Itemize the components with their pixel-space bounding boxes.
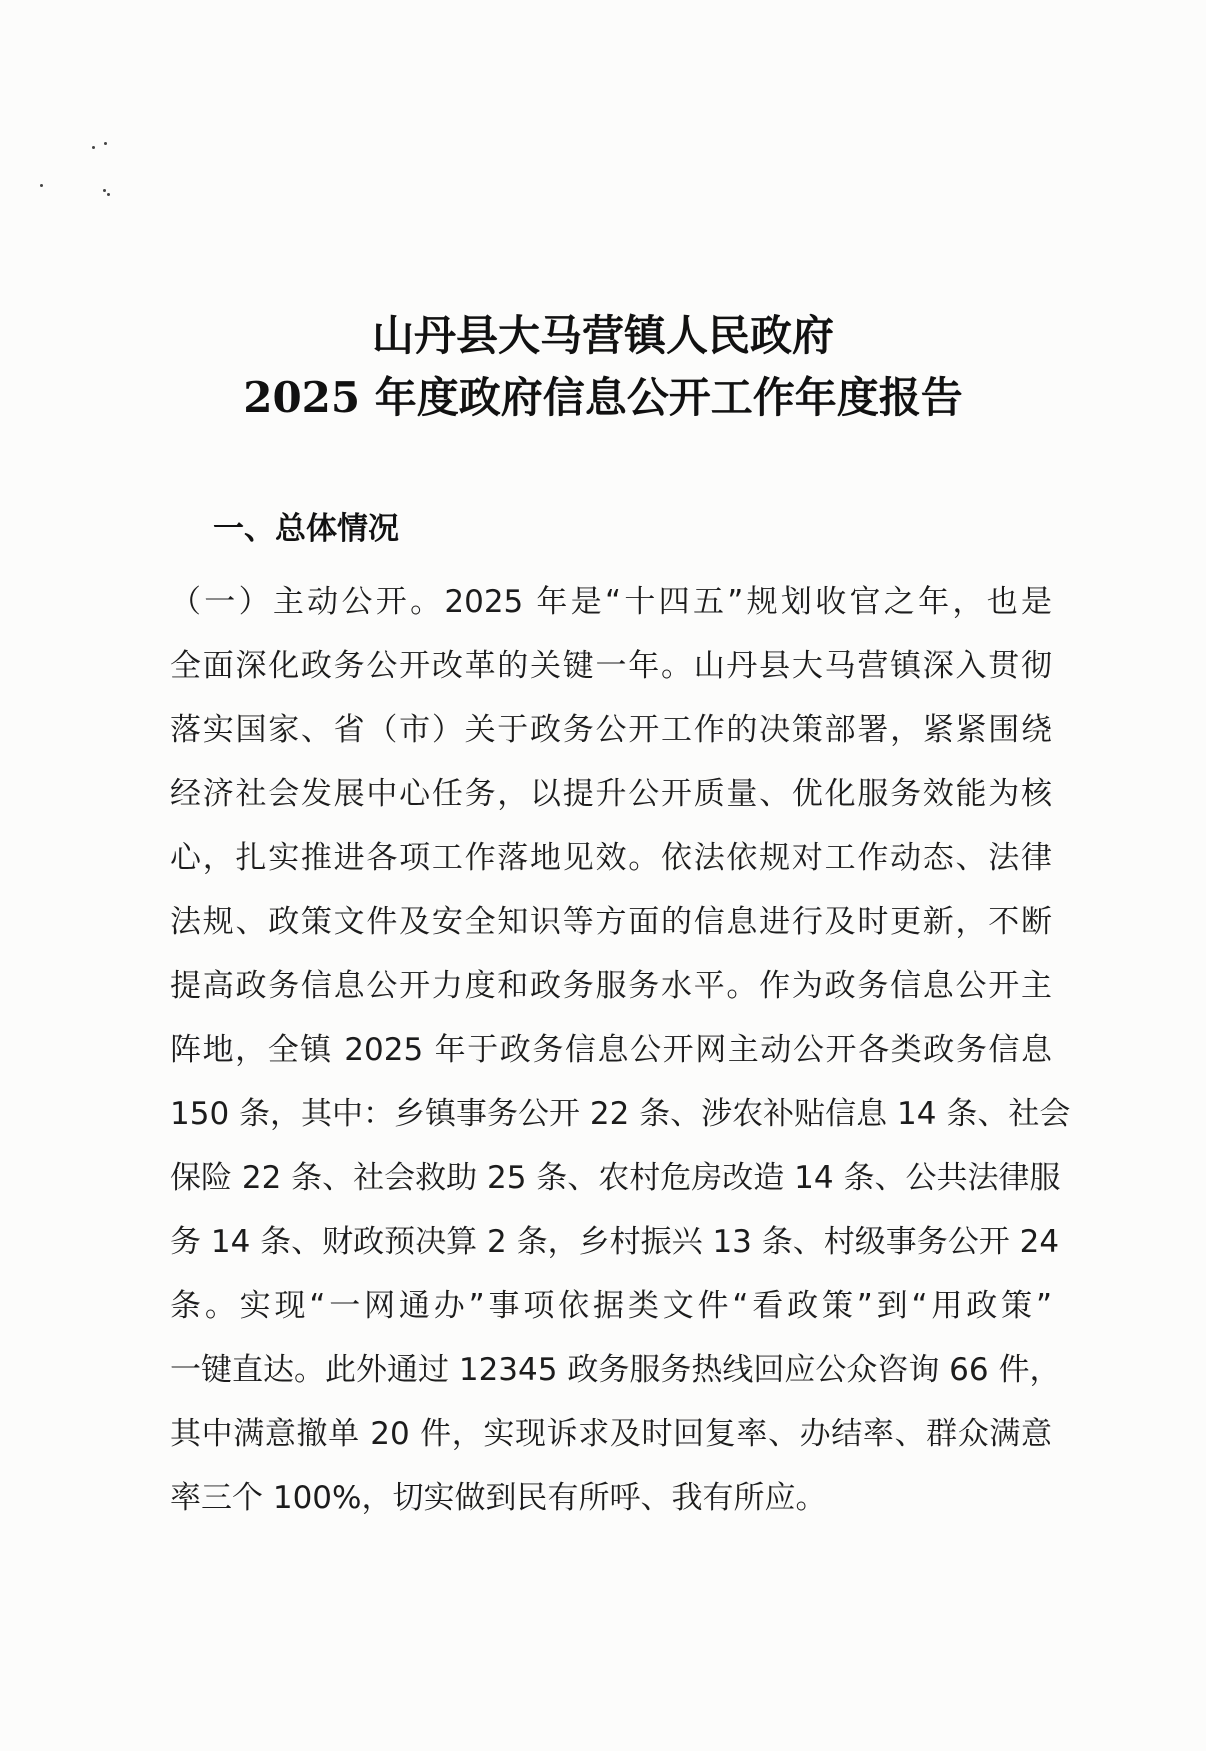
paragraph-line: 一键直达。此外通过 12345 政务服务热线回应公众咨询 66 件，	[170, 1352, 1061, 1388]
report-title-line-1: 山丹县大马营镇人民政府	[371, 311, 834, 360]
paragraph-line: 150 条，其中：乡镇事务公开 22 条、涉农补贴信息 14 条、社会	[170, 1096, 1071, 1132]
paragraph-line: 经济社会发展中心任务，以提升公开质量、优化服务效能为核	[170, 776, 1052, 812]
paragraph-line: 其中满意撤单 20 件，实现诉求及时回复率、办结率、群众满意	[170, 1416, 1052, 1452]
scan-speck	[92, 146, 95, 149]
paragraph-line: 保险 22 条、社会救助 25 条、农村危房改造 14 条、公共法律服	[170, 1160, 1061, 1196]
paragraph-line: 阵地，全镇 2025 年于政务信息公开网主动公开各类政务信息	[170, 1032, 1052, 1068]
paragraph-line: 务 14 条、财政预决算 2 条，乡村振兴 13 条、村级事务公开 24	[170, 1224, 1060, 1260]
paragraph-line: 心，扎实推进各项工作落地见效。依法依规对工作动态、法律	[170, 840, 1052, 876]
paragraph-line: 全面深化政务公开改革的关键一年。山丹县大马营镇深入贯彻	[170, 648, 1052, 684]
paragraph-line: 条。实现“一网通办”事项依据类文件“看政策”到“用政策”	[170, 1288, 1052, 1324]
scan-speck	[103, 189, 106, 192]
paragraph-line: 率三个 100%，切实做到民有所呼、我有所应。	[170, 1480, 827, 1516]
section-heading: 一、总体情况	[213, 511, 399, 547]
scan-speck	[107, 193, 110, 196]
paragraph-line: 提高政务信息公开力度和政务服务水平。作为政务信息公开主	[170, 968, 1052, 1004]
paragraph-line: 落实国家、省（市）关于政务公开工作的决策部署，紧紧围绕	[170, 712, 1052, 748]
scan-speck	[40, 184, 43, 187]
report-title-line-2: 2025 年度政府信息公开工作年度报告	[243, 373, 963, 422]
scan-speck	[104, 142, 107, 145]
paragraph-line: 法规、政策文件及安全知识等方面的信息进行及时更新，不断	[170, 904, 1052, 940]
paragraph-line: （一）主动公开。2025 年是“十四五”规划收官之年，也是	[170, 584, 1052, 620]
